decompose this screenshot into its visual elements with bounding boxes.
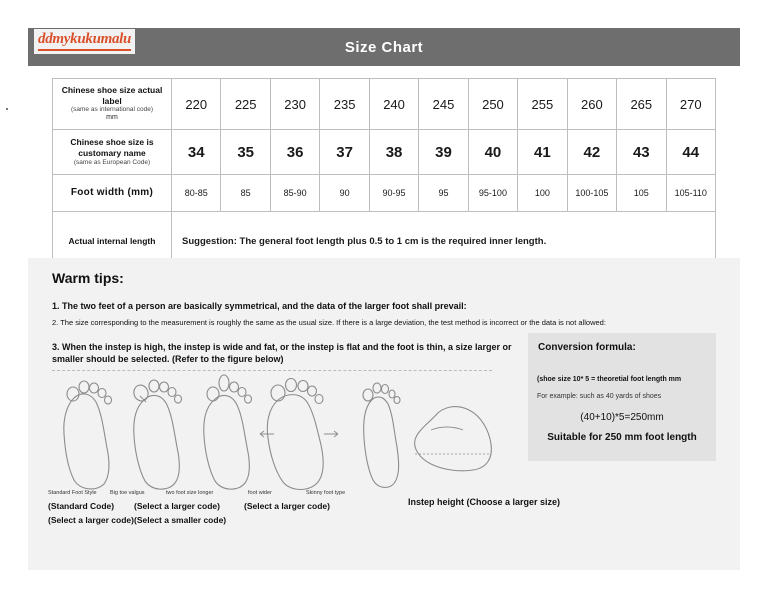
row-label-width: Foot width (mm) — [53, 175, 172, 212]
cell-eu-2: 36 — [270, 130, 319, 175]
table-row — [53, 79, 716, 130]
cell-eu-10: 44 — [666, 130, 715, 175]
row-label-eu-main: Chinese shoe size is customary name — [70, 137, 154, 159]
internal-length-note: Suggestion: The general foot length plus 0.5 to 1 cm is the required inner length. — [172, 212, 716, 271]
caption-small-3: foot wider — [248, 490, 272, 496]
cell-eu-8: 42 — [567, 130, 616, 175]
cell-eu-7: 41 — [518, 130, 567, 175]
caption-instep-height: Instep height (Choose a larger size) — [408, 497, 561, 507]
caption-bold-3: (Select a larger code) — [48, 515, 134, 525]
cell-mm-3: 235 — [320, 79, 369, 130]
cell-eu-1: 35 — [221, 130, 270, 175]
cell-eu-9: 43 — [617, 130, 666, 175]
brand-underline — [38, 49, 131, 51]
caption-bold-4: (Select a smaller code) — [134, 515, 227, 525]
cell-mm-9: 265 — [617, 79, 666, 130]
cell-width-9: 105 — [617, 175, 666, 212]
cell-width-6: 95-100 — [468, 175, 517, 212]
warm-tip-1: 1. The two feet of a person are basically symmetrical, and the data of the larger foot shall prevail: — [52, 301, 467, 311]
cell-mm-7: 255 — [518, 79, 567, 130]
conversion-formula: (shoe size 10* 5 = theoretial foot length mm — [537, 376, 682, 383]
page-title: Size Chart — [344, 38, 424, 56]
size-chart-table — [52, 78, 716, 271]
table-row — [53, 130, 716, 175]
instep-height-icon — [415, 407, 492, 471]
table-row — [53, 175, 716, 212]
cell-width-3: 90 — [320, 175, 369, 212]
caption-bold-0: (Standard Code) — [48, 501, 115, 511]
cell-eu-5: 39 — [419, 130, 468, 175]
cell-width-8: 100-105 — [567, 175, 616, 212]
brand-logo — [34, 29, 135, 54]
conversion-formula-box — [528, 333, 716, 461]
cell-mm-4: 240 — [369, 79, 418, 130]
caption-small-2: two foot size longer — [166, 490, 214, 496]
cell-width-0: 80-85 — [172, 175, 221, 212]
caption-small-4: Skinny foot type — [306, 490, 346, 496]
foot-skinny-icon — [363, 383, 400, 487]
warm-tip-3: 3. When the instep is high, the instep is wide and fat, or the instep is flat and the foot is thin, a size larger or smaller should be selected. (Refer to the figure below) — [52, 342, 512, 365]
cell-eu-0: 34 — [172, 130, 221, 175]
cell-width-7: 100 — [518, 175, 567, 212]
conversion-example-calc: (40+10)*5=250mm — [580, 412, 664, 423]
cell-width-1: 85 — [221, 175, 270, 212]
foot-wider-icon — [260, 379, 338, 490]
cell-width-10: 105-110 — [666, 175, 715, 212]
cell-width-5: 95 — [419, 175, 468, 212]
cell-mm-1: 225 — [221, 79, 270, 130]
cell-eu-6: 40 — [468, 130, 517, 175]
cell-mm-8: 260 — [567, 79, 616, 130]
row-label-mm-main: Chinese shoe size actual label — [61, 85, 163, 106]
cell-width-4: 90-95 — [369, 175, 418, 212]
caption-bold-1: (Select a larger code) — [134, 501, 220, 511]
foot-valgus-icon — [132, 380, 182, 489]
warm-tips-panel — [28, 258, 740, 570]
warm-tips-title: Warm tips: — [52, 270, 124, 286]
row-label-eu-sub: (same as European Code) — [73, 158, 151, 166]
row-label-internal-length: Actual internal length — [53, 212, 172, 271]
warm-tip-2: 2. The size corresponding to the measurement is roughly the same as the usual size. If there is a large deviation, the test method is incorrect or the data is not allowed: — [52, 318, 606, 327]
conversion-example-label: For example: such as 40 yards of shoes — [537, 393, 662, 400]
cell-mm-0: 220 — [172, 79, 221, 130]
cell-mm-6: 250 — [468, 79, 517, 130]
foot-standard-icon — [64, 381, 112, 489]
caption-small-0: Standard Foot Style — [48, 490, 97, 496]
cell-eu-4: 38 — [369, 130, 418, 175]
cell-mm-2: 230 — [270, 79, 319, 130]
cell-width-2: 85-90 — [270, 175, 319, 212]
caption-bold-2: (Select a larger code) — [244, 501, 330, 511]
page-corner-dot — [6, 108, 8, 110]
conversion-title: Conversion formula: — [538, 342, 636, 353]
row-label-mm — [53, 79, 172, 130]
brand-name: ddmykukumalu — [38, 31, 132, 47]
row-label-mm-sub: (same as international code) — [70, 106, 153, 114]
cell-eu-3: 37 — [320, 130, 369, 175]
conversion-result: Suitable for 250 mm foot length — [547, 432, 697, 443]
cell-mm-5: 245 — [419, 79, 468, 130]
foot-second-toe-longer-icon — [204, 375, 252, 489]
cell-mm-10: 270 — [666, 79, 715, 130]
row-label-eu — [53, 130, 172, 175]
foot-types-diagram — [52, 368, 502, 503]
row-label-mm-unit: mm — [106, 114, 118, 122]
caption-small-1: Big toe valgus — [110, 490, 145, 496]
